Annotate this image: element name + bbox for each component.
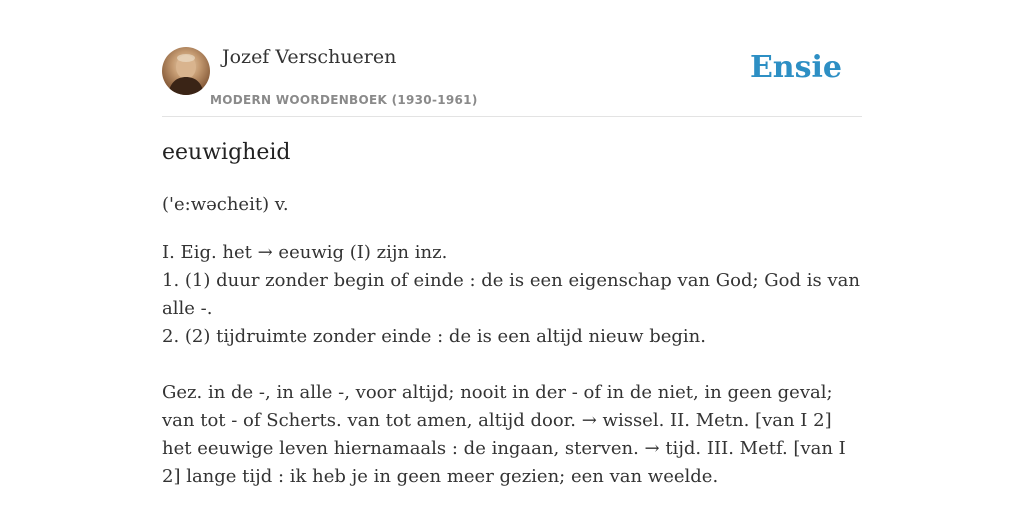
entry-page [162,0,862,512]
definition-line: 1. (1) duur zonder begin of einde : de is een eigenschap van God; God is van alle -. [162,270,860,319]
portrait-icon [162,47,210,95]
definition-body [162,239,862,491]
author-avatar[interactable] [162,47,210,95]
header [162,0,862,117]
page-title: eeuwigheid [162,140,291,165]
author-name[interactable]: Jozef Verschueren [222,46,397,68]
source-title[interactable]: MODERN WOORDENBOEK (1930-1961) [210,93,478,107]
paragraph-gap [162,351,862,379]
brand-logo[interactable]: Ensie [749,50,842,85]
pronunciation: ('e:wəcheit) v. [162,194,289,215]
definition-line: 2. (2) tijdruimte zonder einde : de is een altijd nieuw begin. [162,326,706,347]
definition-line: I. Eig. het → eeuwig (I) zijn inz. [162,242,448,263]
definition-line: Gez. in de -, in alle -, voor altijd; nooit in der - of in de niet, in geen geval; van tot - of Scherts. van tot amen, altijd door. → wissel. II. Metn. [van I 2] het eeuwige leven hiernamaals : de ingaan, sterven. → tijd. III. Metf. [van I 2] lange tijd : ik heb je in geen meer gezien; een van weelde. [162,382,846,487]
